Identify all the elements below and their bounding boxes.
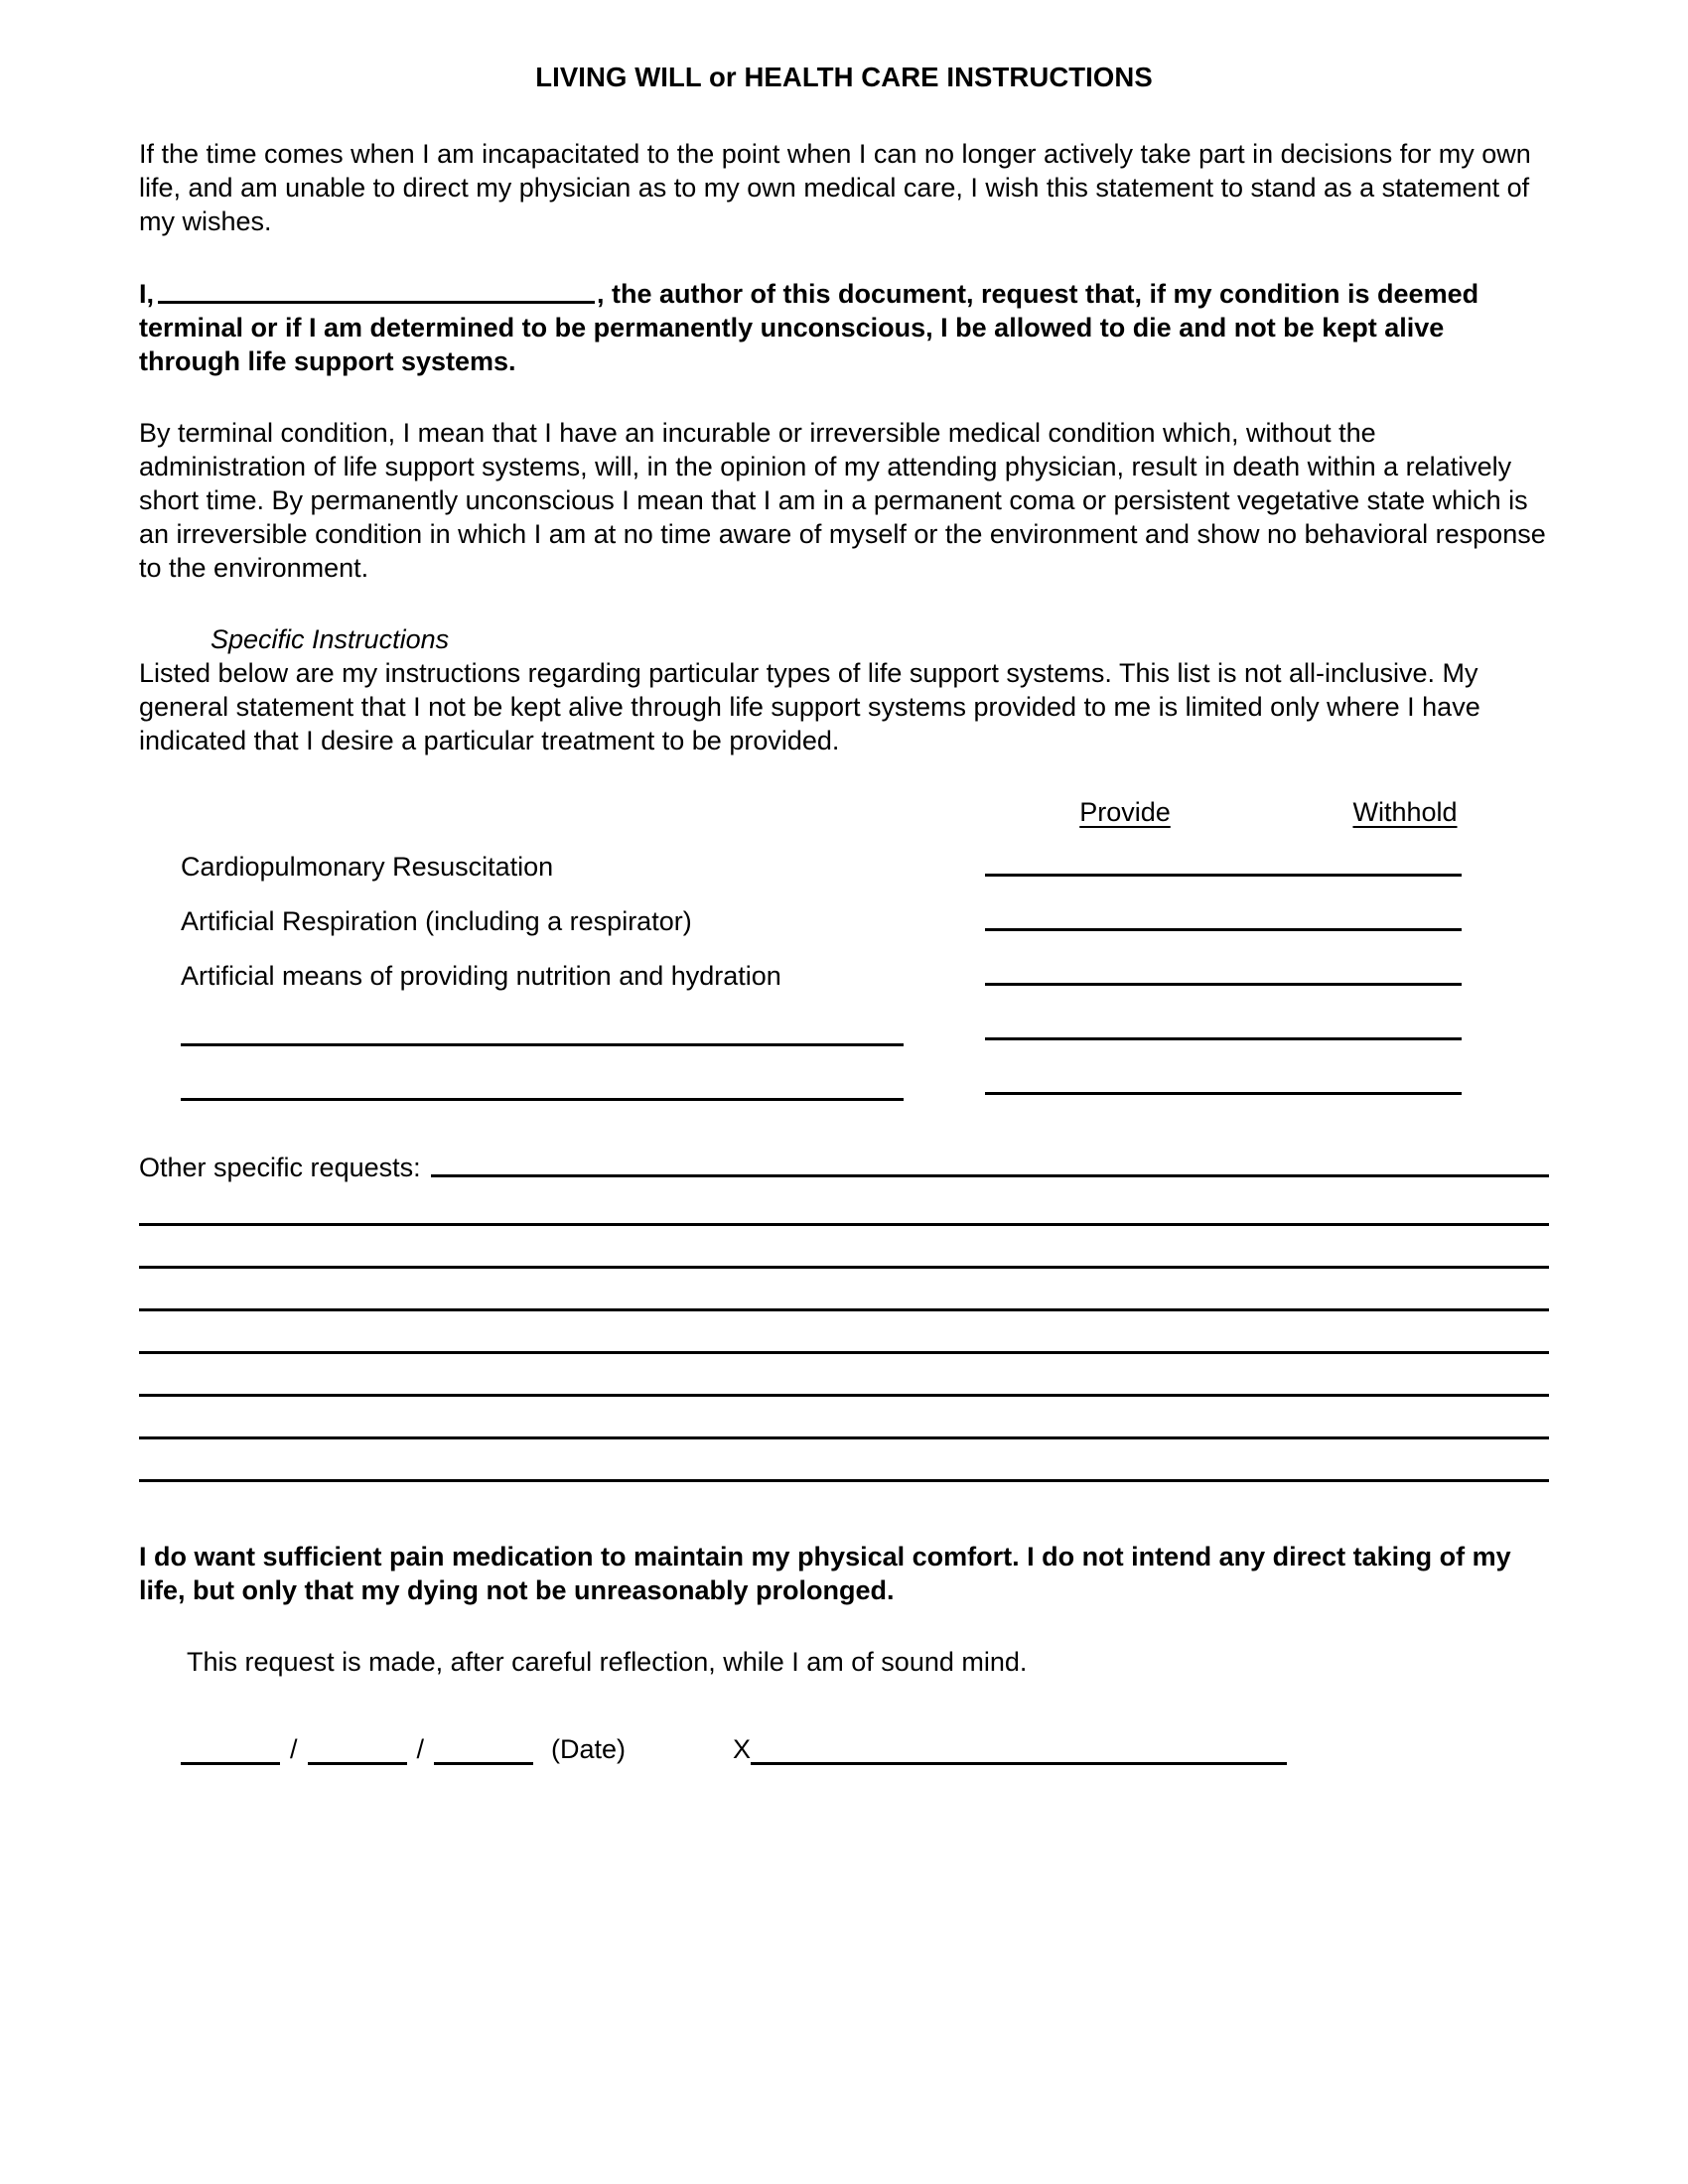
table-row (139, 937, 1549, 992)
treatment-label: Cardiopulmonary Resuscitation (181, 851, 554, 882)
table-row (139, 1046, 1549, 1101)
spacer (139, 1607, 1549, 1645)
other-requests-blank-line[interactable] (139, 1266, 1549, 1269)
author-name-blank[interactable] (158, 276, 595, 304)
intro-paragraph: If the time comes when I am incapacitated to the point when I can no longer actively take part in decisions for my own life, and am unable to direct my physician as to my own medical care, I wish this statement to stand as a statement of my wishes. (139, 139, 1531, 237)
page-title: LIVING WILL or HEALTH CARE INSTRUCTIONS (535, 62, 1153, 92)
table-row (139, 992, 1549, 1046)
treatment-label (139, 1043, 985, 1046)
other-requests-label: Other specific requests: (139, 1153, 421, 1183)
other-requests-blank-line[interactable] (139, 1351, 1549, 1354)
date-month-blank[interactable] (181, 1737, 280, 1765)
treatment-table-header (139, 797, 1549, 828)
other-requests-row (139, 1153, 1549, 1183)
treatment-preference-table (139, 797, 1549, 1101)
treatment-choice-blank[interactable] (985, 874, 1462, 877)
pain-medication-statement: I do want sufficient pain medication to maintain my physical comfort. I do not intend any direct taking of my life, but only that my dying not be unreasonably prolonged. (139, 1542, 1511, 1606)
date-label: (Date) (551, 1734, 627, 1765)
closing-section (139, 1540, 1549, 1765)
declaration-paragraph (139, 276, 1549, 378)
custom-treatment-blank[interactable] (181, 1098, 904, 1101)
specific-instructions-body: Listed below are my instructions regarding particular types of life support systems. This list is not all-inclusive. My general statement that I not be kept alive through life support systems provided to me is limited only where I have indicated that I desire a particular treatment to be provided. (139, 658, 1480, 756)
treatment-choice-blank[interactable] (985, 1037, 1462, 1040)
treatment-label (139, 1098, 985, 1101)
other-requests-blank-line[interactable] (139, 1436, 1549, 1439)
other-requests-input[interactable] (431, 1174, 1549, 1177)
treatment-choice-blank[interactable] (985, 1092, 1462, 1095)
reflection-statement: This request is made, after careful reflection, while I am of sound mind. (187, 1647, 1028, 1678)
custom-treatment-blank[interactable] (181, 1043, 904, 1046)
date-day-blank[interactable] (308, 1737, 407, 1765)
signature-block (139, 1734, 1549, 1765)
signature-x-mark: X (733, 1734, 752, 1765)
treatment-label: Artificial means of providing nutrition and hydration (181, 960, 781, 991)
date-year-blank[interactable] (434, 1737, 533, 1765)
spacer (139, 585, 1549, 622)
treatment-choice-blank[interactable] (985, 983, 1462, 986)
specific-instructions-heading: Specific Instructions (211, 624, 450, 654)
declaration-lead: I, (139, 278, 155, 309)
spacer (139, 93, 1549, 137)
table-row (139, 828, 1549, 883)
signature-blank[interactable] (751, 1737, 1287, 1765)
other-requests-blank-line[interactable] (139, 1223, 1549, 1226)
column-header-withhold: Withhold (1352, 797, 1458, 828)
other-requests-blank-line[interactable] (139, 1394, 1549, 1397)
spacer (139, 238, 1549, 276)
date-separator-2: / (416, 1734, 425, 1765)
other-requests-blank-line[interactable] (139, 1479, 1549, 1482)
date-separator-1: / (290, 1734, 298, 1765)
other-requests-blank-line[interactable] (139, 1308, 1549, 1311)
declaration-rest: , the author of this document, request that, if my condition is deemed terminal or if I am determined to be permanently unconscious, I be allowed to die and not be kept alive through life support systems. (139, 278, 1479, 376)
terminal-definition-paragraph: By terminal condition, I mean that I have an incurable or irreversible medical condition which, without the administration of life support systems, will, in the opinion of my attending physician, result in death within a relatively short time. By permanently unconscious I mean that I am in a permanent coma or persistent vegetative state which is an irreversible condition in which I am at no time aware of myself or the environment and show no behavioral response to the environment. (139, 417, 1546, 583)
table-row (139, 883, 1549, 937)
treatment-choice-blank[interactable] (985, 928, 1462, 931)
spacer (139, 378, 1549, 416)
column-header-provide: Provide (1079, 797, 1171, 828)
treatment-label: Artificial Respiration (including a respirator) (181, 905, 692, 936)
